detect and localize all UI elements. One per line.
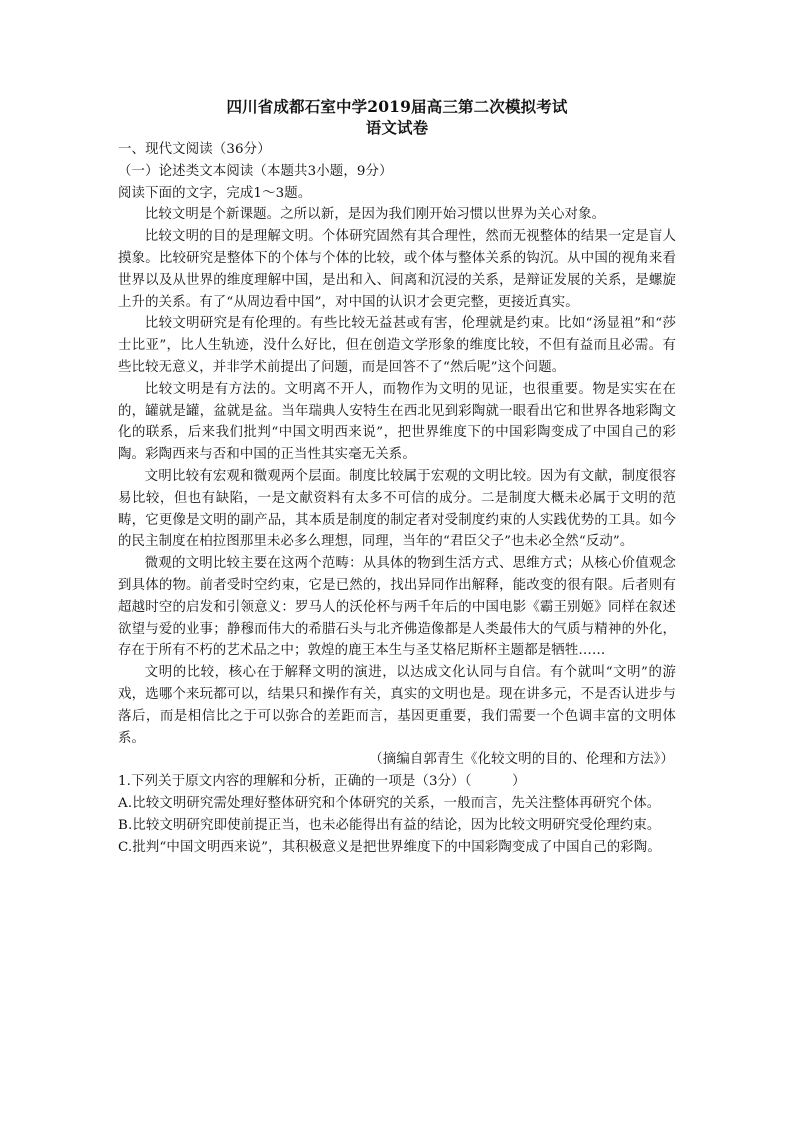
source-citation: （摘编自郭青生《化较文明的目的、伦理和方法》） [369,752,674,768]
option-b: B.比较文明研究即使前提正当，也未必能得出有益的结论，因为比较文明研究受伦理约束。 [118,817,661,833]
paragraph-1: 比较文明是个新课题。之所以新，是因为我们刚开始习惯以世界为关心对象。 [144,207,606,223]
paragraph-3: 比较文明研究是有伦理的。有些比较无益甚或有害，伦理就是约束。比如“汤显祖”和“莎士比亚”，比人生轨迹，没什么好比，但在创造文学形象的维度比较，不但有益而且必需。有些比较无意义，并非学术前提出了问题，而是回答不了“然后呢”这个问题。 [118,316,676,375]
exam-subtitle: 语文试卷 [365,118,429,137]
subsection-heading: （一）论述类文本阅读（本题共3小题，9分） [118,163,393,179]
paragraph-2: 比较文明的目的是理解文明。个体研究固然有其合理性，然而无视整体的结果一定是盲人摸象。比较研究是整体下的个体与个体的比较，或个体与整体关系的钩沉。从中国的视角来看世界以及从世界的维度理解中国，是出和入、间离和沉浸的关系，是辩证发展的关系，是螺旋上升的关系。有了“从周边看中国”，对中国的认识才会更完整，更接近真实。 [118,229,676,310]
exam-title: 四川省成都石室中学2019届高三第二次模拟考试 [226,97,568,116]
reading-instruction: 阅读下面的文字，完成1～3题。 [118,185,312,201]
option-c: C.批判“中国文明西来说”，其积极意义是把世界维度下的中国彩陶变成了中国自己的彩陶。 [118,839,661,855]
exam-page [118,96,676,858]
section-heading: 一、现代文阅读（36分） [118,142,271,157]
question-stem: 1.下列关于原文内容的理解和分析，正确的一项是（3分）（ ） [118,774,526,790]
option-a: A.比较文明研究需处理好整体研究和个体研究的关系，一般而言，先关注整体再研究个体。 [118,795,661,811]
paragraph-6: 微观的文明比较主要在这两个范畴：从具体的物到生活方式、思维方式；从核心价值观念到具体的物。前者受时空约束，它是已然的，找出异同作出解释，能改变的很有限。后者则有超越时空的启发和引领意义：罗马人的沃伦杯与两千年后的中国电影《霸王别姬》同样在叙述欲望与爱的业事；静穆而伟大的希腊石头与北齐佛造像都是人类最伟大的气质与精神的外化，存在于所有不朽的艺术品之中；敦煌的鹿王本生与圣艾格尼斯杯主题都是牺牲…… [118,556,676,659]
paragraph-5: 文明比较有宏观和微观两个层面。制度比较属于宏观的文明比较。因为有文献，制度很容易比较，但也有缺陷，一是文献资料有太多不可信的成分。二是制度大概未必属于文明的范畴，它更像是文明的副产品，其本质是制度的制定者对受制度约束的人实践优势的工具。如今的民主制度在柏拉图那里未必多么理想，同理，当年的“君臣父子”也未必全然“反动”。 [118,468,676,550]
paragraph-7: 文明的比较，核心在于解释文明的演进，以达成文化认同与自信。有个就叫“文明”的游戏，选哪个来玩都可以，结果只和操作有关，真实的文明也是。现在讲多元，不是否认进步与落后，而是相信比之于可以弥合的差距而言，基因更重要，我们需要一个色调丰富的文明体系。 [118,665,676,746]
paragraph-4: 比较文明是有方法的。文明离不开人，而物作为文明的见证，也很重要。物是实实在在的，罐就是罐，盆就是盆。当年瑞典人安特生在西北见到彩陶就一眼看出它和世界各地彩陶文化的联系，后来我们批判“中国文明西来说”，把世界维度下的中国彩陶变成了中国自己的彩陶。彩陶西来与否和中国的正当性其实毫无关系。 [118,381,676,463]
